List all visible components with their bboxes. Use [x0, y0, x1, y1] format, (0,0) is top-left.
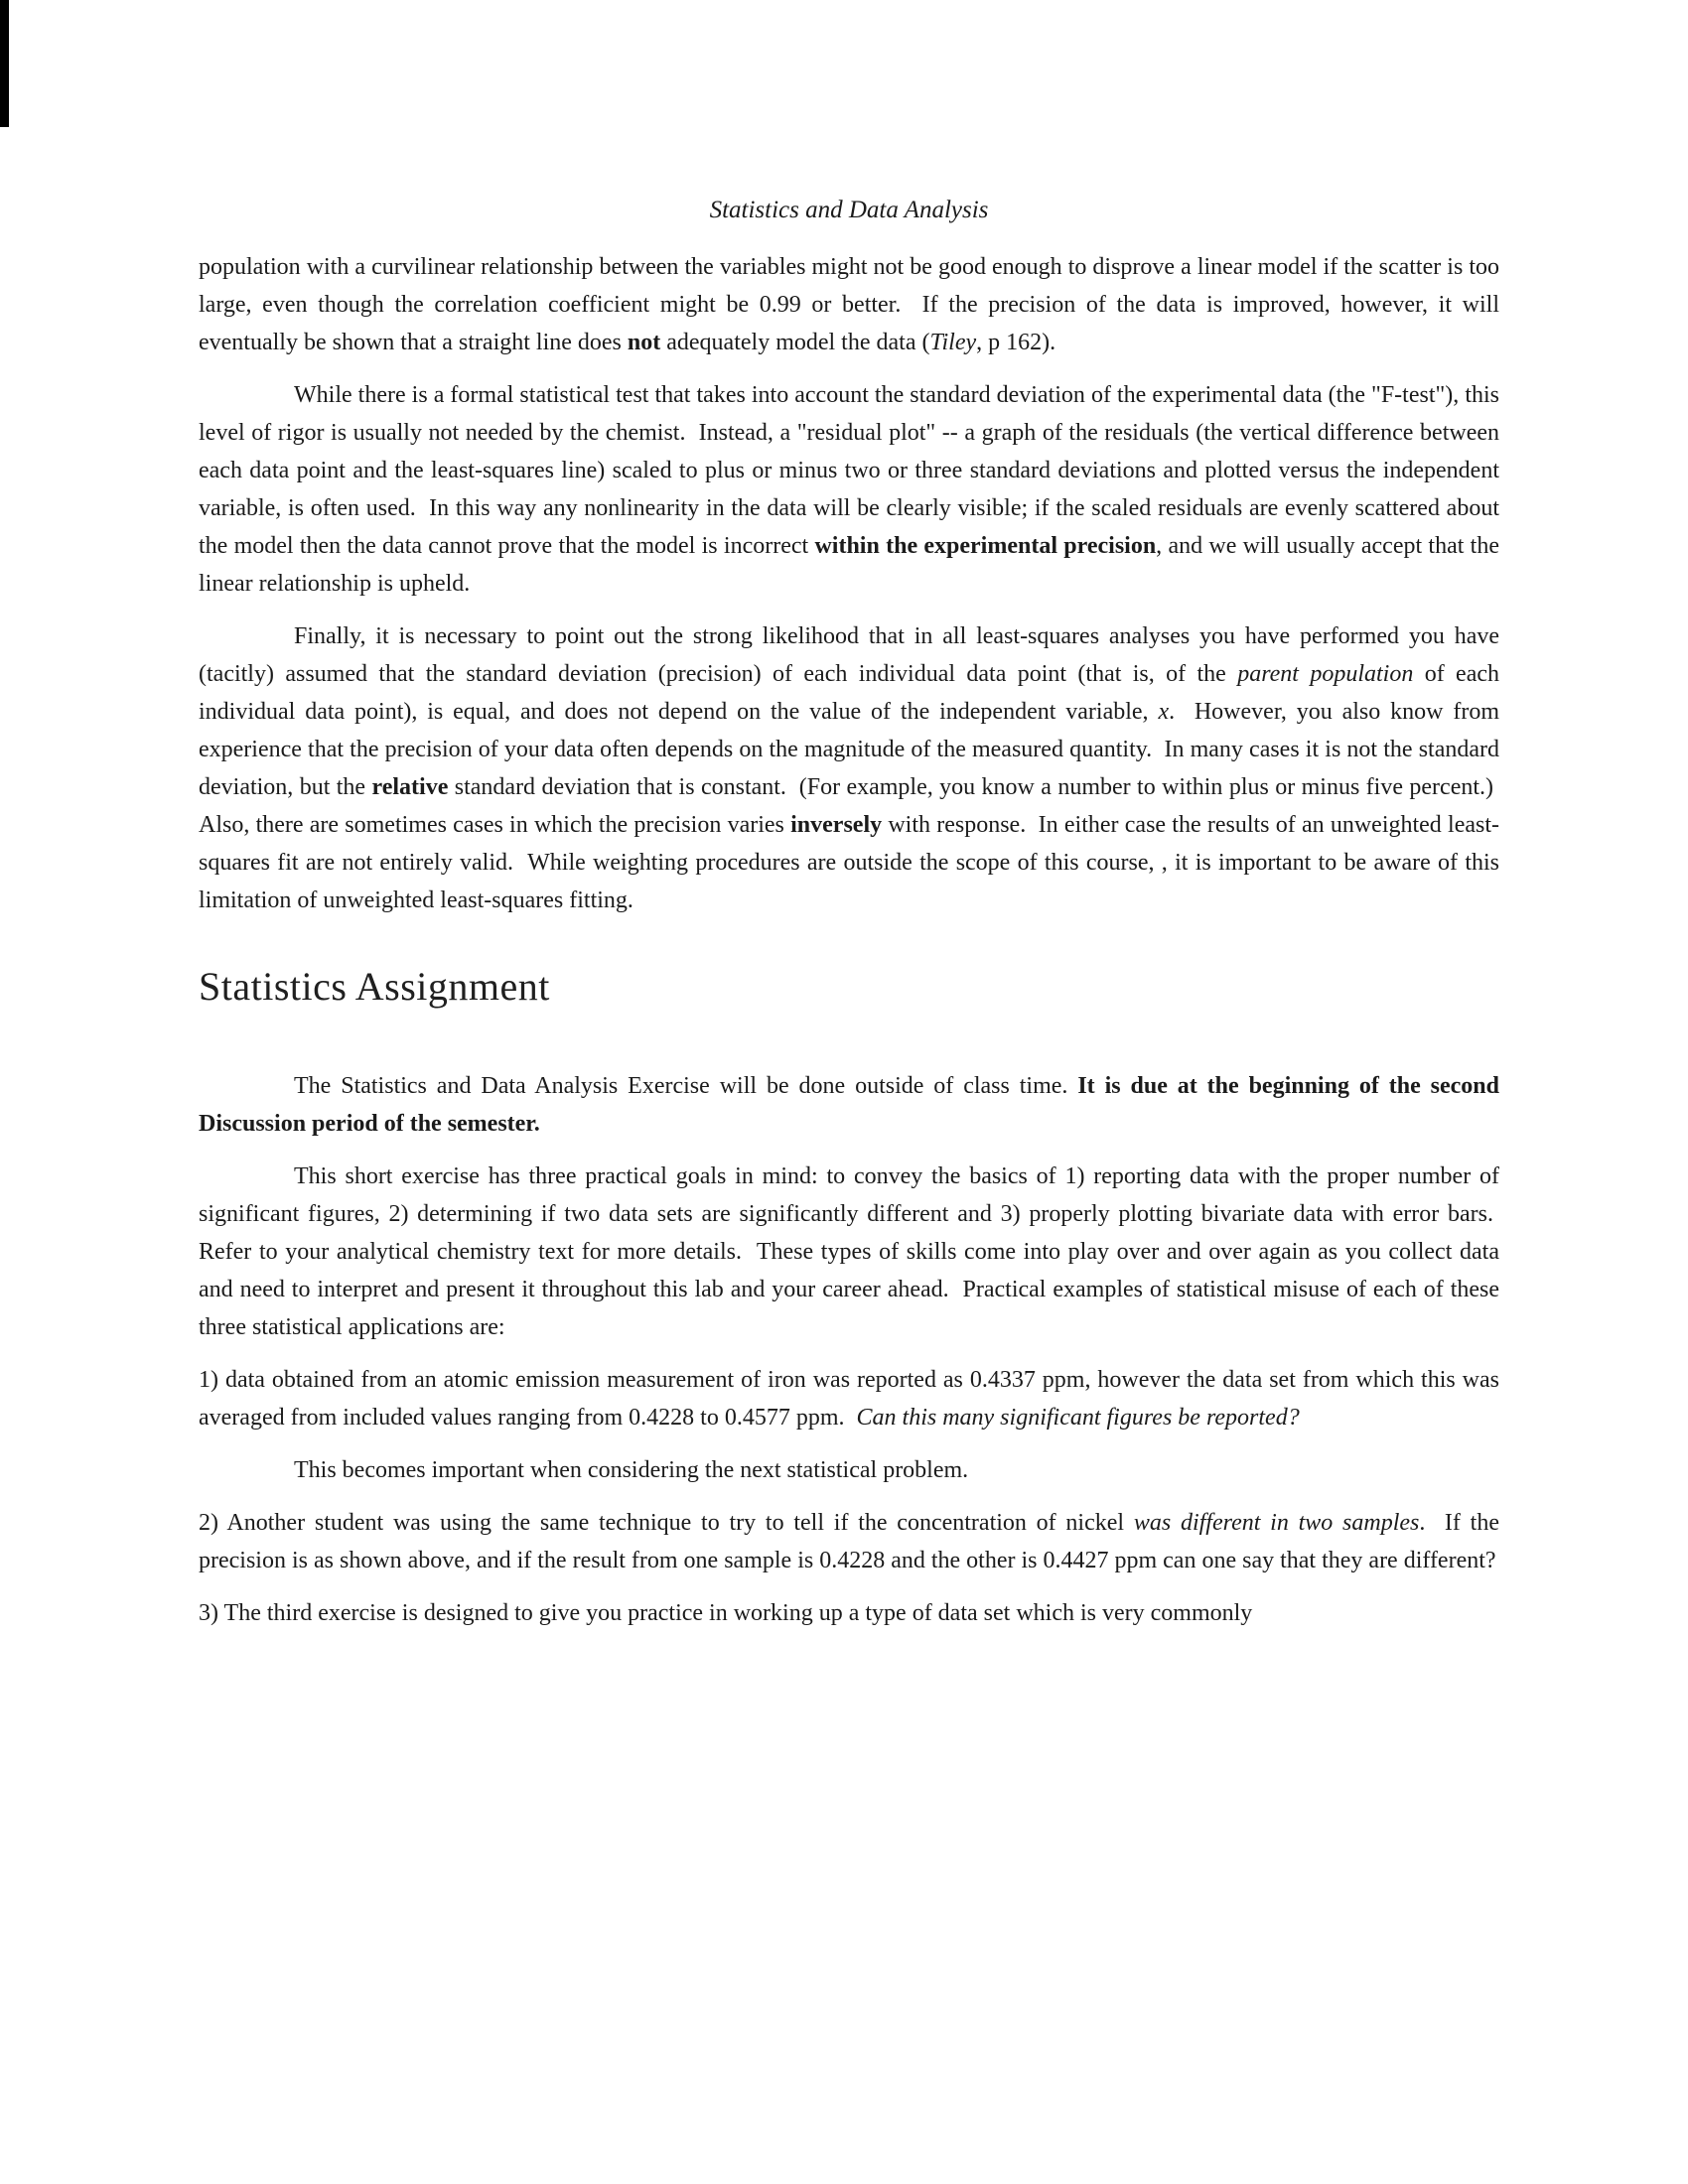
text-run: within the experimental precision — [814, 533, 1157, 559]
text-run: Tiley — [929, 330, 977, 355]
document-title: Statistics and Data Analysis — [709, 197, 989, 223]
text-run: standard deviation that is constant. (For example, you know a number to within plus or minus five percent.) Also, there are sometimes cases in which the precision varies — [199, 774, 1500, 838]
text-run: 2) Another student was using the same technique to try to tell if the concentration of nickel — [199, 1510, 1134, 1536]
text-run: , p 162). — [976, 330, 1056, 355]
text-run: with response. In either case the results of an unweighted least-squares fit are not entirely valid. While weighting procedures are outside the scope of this course, , it is important to be aware of this limitation of unweighted least-squares fitting. — [199, 812, 1500, 913]
paragraph — [199, 1451, 1499, 1489]
text-run: 1) data obtained from an atomic emission measurement of iron was reported as 0.4337 ppm, however the data set from which this was averaged from included values ranging from 0.4228 to 0.4577 ppm. — [199, 1367, 1499, 1431]
text-run: x — [1158, 699, 1170, 725]
section-heading: Statistics Assignment — [199, 964, 550, 1009]
text-run: It is due at the beginning of the second Discussion period of the semester. — [199, 1073, 1499, 1137]
text-run: The Statistics and Data Analysis Exercise will be done outside of class time. — [294, 1073, 1078, 1099]
text-run: population with a curvilinear relationship between the variables might not be good enough to disprove a linear model if the scatter is too large, even though the correlation coefficient might be 0.99 or better. If the precision of the data is improved, however, it will eventually be shown that a straight line does — [199, 254, 1499, 355]
text-run: relative — [371, 774, 449, 800]
text-run: . However, you also know from experience that the precision of your data often depends on the magnitude of the measured quantity. In many cases it is not the standard deviation, but the — [199, 699, 1499, 800]
text-run: 3) The third exercise is designed to give you practice in working up a type of data set which is very commonly — [199, 1600, 1253, 1626]
document-content — [199, 197, 1499, 1647]
text-run: adequately model the data ( — [660, 330, 930, 355]
text-run: This becomes important when considering the next statistical problem. — [294, 1457, 969, 1483]
text-run: Finally, it is necessary to point out the strong likelihood that in all least-squares analyses you have performed you have (tacitly) assumed that the standard deviation (precision) of each individual data point (that is, of the — [199, 623, 1499, 687]
text-run: While there is a formal statistical test that takes into account the standard deviation of the experimental data (the "F-test"), this level of rigor is usually not needed by the chemist. Instead, a "residual plot" -- a graph of the residuals (the vertical difference between each data point and the least-squares line) scaled to plus or minus two or three standard deviations and plotted versus the independent variable, is often used. In this way any nonlinearity in the data will be clearly visible; if the scaled residuals are evenly scattered about the model then the data cannot prove that the model is incorrect — [199, 382, 1499, 559]
text-run: This short exercise has three practical goals in mind: to convey the basics of 1) reporting data with the proper number of significant figures, 2) determining if two data sets are significantly different and 3) properly plotting bivariate data with error bars. Refer to your analytical chemistry text for more details. These types of skills come into play over and over again as you collect data and need to interpret and present it throughout this lab and your career ahead. Practical examples of statistical misuse of each of these three statistical applications are: — [199, 1163, 1499, 1340]
paragraph — [199, 376, 1499, 603]
text-run: , and we will usually accept that the linear relationship is upheld. — [199, 533, 1500, 597]
scan-artifact — [0, 0, 9, 127]
paragraph — [199, 1361, 1499, 1436]
paragraph — [199, 617, 1499, 919]
paragraph — [199, 1067, 1499, 1143]
text-run: . If the precision is as shown above, and if the result from one sample is 0.4228 and the other is 0.4427 ppm can one say that they are different? — [199, 1510, 1499, 1573]
paragraph — [199, 1158, 1499, 1346]
text-run: of each individual data point), is equal, and does not depend on the value of the independent variable, — [199, 661, 1500, 725]
paragraph — [199, 248, 1499, 361]
text-run: inversely — [790, 812, 883, 838]
text-run: Can this many significant figures be reported? — [856, 1405, 1300, 1431]
paragraph — [199, 1504, 1499, 1579]
paragraph — [199, 1594, 1499, 1632]
text-run: parent population — [1237, 661, 1414, 687]
text-run: not — [627, 330, 661, 355]
text-run: was different in two samples — [1133, 1510, 1420, 1536]
document-blocks — [199, 248, 1499, 1632]
